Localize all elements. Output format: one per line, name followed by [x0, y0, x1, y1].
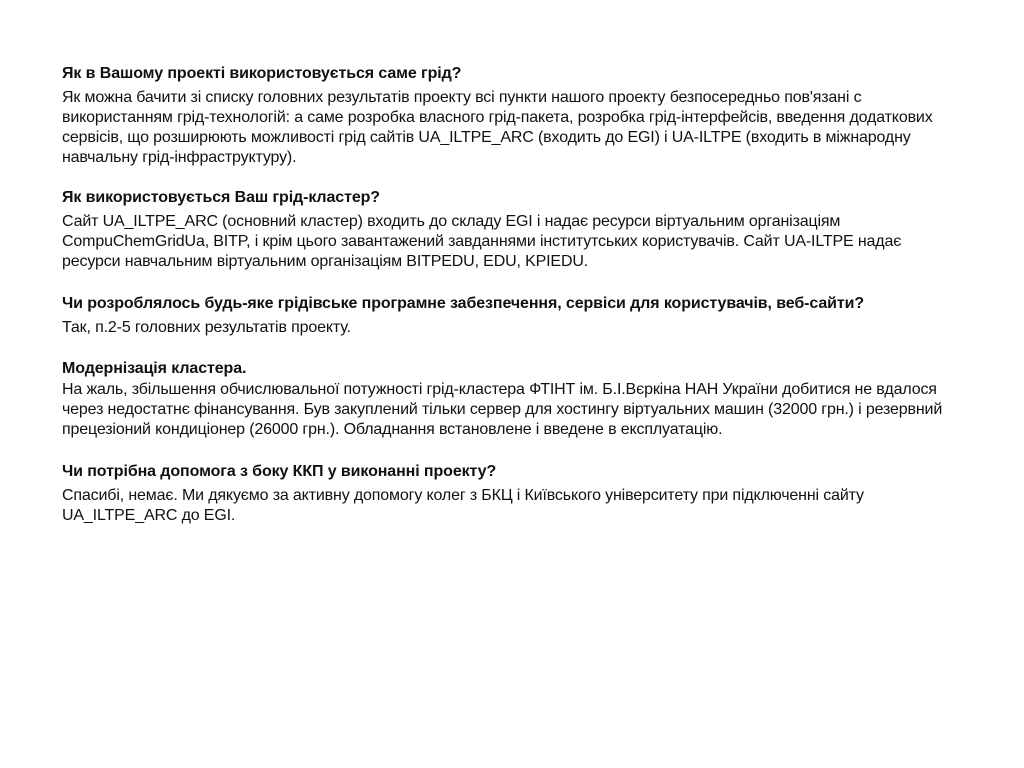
answer-text: Так, п.2-5 головних результатів проекту.	[62, 319, 351, 336]
answer-text: Сайт UA_ILTPE_ARC (основний кластер) входить до складу EGI і надає ресурси віртуальним організаціям CompuChemGridUa, BITP, і крім цього завантажений завданнями інститутських користувачів. Сайт UA-ILTPE надає ресурси навчальним віртуальним організаціям BITPEDU, EDU, KPIEDU.	[62, 213, 902, 270]
question-heading: Як в Вашому проекті використовується саме грід?	[62, 65, 462, 82]
slide-content	[62, 62, 962, 526]
answer-text: Спасибі, немає. Ми дякуємо за активну допомогу колег з БКЦ і Київського університету при підключенні сайту UA_ILTPE_ARC до EGI.	[62, 487, 864, 524]
qa-section-modernization	[62, 358, 962, 440]
qa-section-help	[62, 460, 962, 526]
qa-section-software	[62, 292, 962, 338]
question-heading: Чи розроблялось будь-яке грідівське програмне забезпечення, сервіси для користувачів, веб-сайти?	[62, 295, 865, 312]
question-heading: Чи потрібна допомога з боку ККП у виконанні проекту?	[62, 463, 497, 480]
question-heading: Модернізація кластера.	[62, 360, 247, 377]
qa-section-cluster-usage	[62, 186, 962, 272]
answer-text: Як можна бачити зі списку головних результатів проекту всі пункти нашого проекту безпосередньо пов'язані с використанням грід-технологій: а саме розробка власного грід-пакета, розробка грід-інтерфейсів, введення додаткових сервісів, що розширюють можливості грід сайтів UA_ILTPE_ARC (входить до EGI) і UA-ILTPE (входить в міжнародну навчальну грід-інфраструктуру).	[62, 89, 933, 166]
qa-section-grid-usage	[62, 62, 962, 168]
question-heading: Як використовується Ваш грід-кластер?	[62, 189, 380, 206]
answer-text: На жаль, збільшення обчислювальної потужності грід-кластера ФТІНТ ім. Б.І.Вєркіна НАН України добитися не вдалося через недостатнє фінансування. Був закуплений тільки сервер для хостингу віртуальних машин (32000 грн.) і резервний прецезіоний кондиціонер (26000 грн.). Обладнання встановлене і введене в експлуатацію.	[62, 381, 943, 438]
